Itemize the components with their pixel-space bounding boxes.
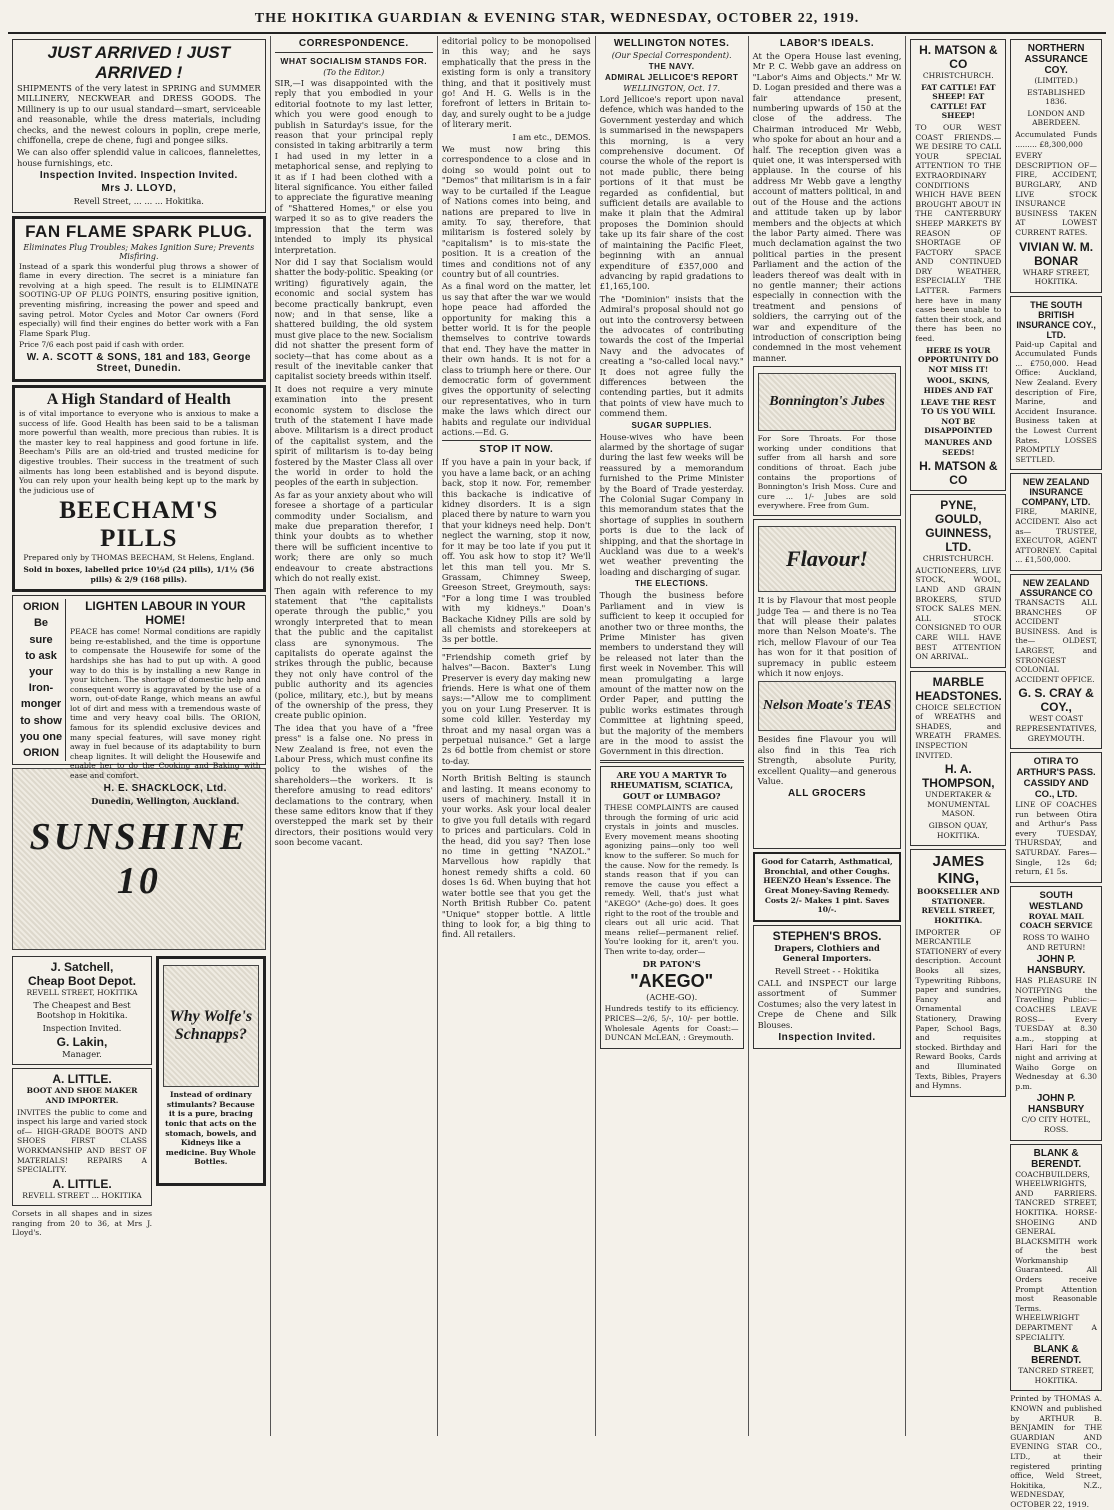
akego-brand: "AKEGO" <box>630 970 714 991</box>
matson-wool: WOOL, SKINS, HIDES AND FAT <box>923 376 993 395</box>
sw-title: SOUTH WESTLAND <box>1029 889 1084 912</box>
pyne-advert <box>910 494 1006 668</box>
hansbury-body: HAS PLEASURE IN NOTIFYING the Travelling Public:— COACHES LEAVE ROSS— Every TUESDAY at 8.30 a.m., stopping at Hari Hari for the night and arriving at Waiho Gorge on Wednesday at 6.30 p.m. <box>1015 976 1098 1091</box>
wellington-title: WELLINGTON NOTES. <box>613 38 730 49</box>
col6-left <box>910 36 1006 1436</box>
fan-firm: W. A. SCOTT & SONS, 181 and 183, George Street, Dunedin. <box>26 352 251 374</box>
nelson-moate-advert <box>753 519 902 849</box>
letter-para-0: SIR,—I was disappointed with the reply that you embodied in your editorial footnote to my last letter, which you were good enough to publish in Saturday's issue, for the reason that your principal reply consisted in taking arbitrarily a term I had used in my letter in a metaphorical sense, and replying to it as if I had been clothed with a literal significance. You either failed to appreciate the figurative meaning of "Shattered Homes," or else you warped it so as to give readers the impression that the term was intended to imply its physical interpretation. <box>274 78 433 255</box>
northern-city: LONDON AND ABERDEEN. <box>1027 108 1085 128</box>
beecham-body: is of vital importance to everyone who is anxious to make a success of life. Good Health has been said to be a talisman more powerful than wealth, more precious than rubies. It is the master key to real happiness and good fortune in life. Beecham's Pills are an old-tried and trusted medicine for digestive troubles. Their success in the treatment of such ailments has long been established and is beyond dispute. You can rely upon your health being kept up to the mark by the judicious use of <box>19 409 259 495</box>
orion-sidebar <box>17 599 66 761</box>
fan-title: FAN FLAME SPARK PLUG. <box>25 221 253 241</box>
beecham-sold: Sold in boxes, labelled price 10½d (24 pills), 1/1½ (56 pills) & 2/9 (168 pills). <box>23 564 255 584</box>
satchell-addr: REVELL STREET, HOKITIKA <box>26 988 138 998</box>
matson-sub: CHRISTCHURCH. <box>922 71 994 80</box>
elections-body: Though the business before Parliament and in view is sufficient to keep it occupied for another two or three months, the Prime Minister has given members to understand they will be released not later than the first week in November. This will mean promulgating a large amount of the matter now on the Order Paper, and putting the public works estimates through Committee at lightning speed, but the majority of the members are in the mood to assist the Government in this direction. <box>599 590 744 757</box>
orion-firm: H. E. SHACKLOCK, Ltd. <box>103 782 227 794</box>
flavour-illustration <box>758 526 897 592</box>
col1-bottom-left <box>12 953 152 1240</box>
northern-funds: Accumulated Funds ......... £8,300,000 <box>1015 129 1098 149</box>
navy-heading: THE NAVY. <box>648 62 695 71</box>
nz-insurance-advert <box>1010 473 1102 571</box>
stephens-inspect: Inspection Invited. <box>778 1032 876 1043</box>
otira-title: OTIRA TO ARTHUR'S PASS. <box>1016 756 1096 779</box>
col1-bottom-row <box>12 953 266 1240</box>
otira-sub: CASSIDY AND CO., LTD. <box>1023 778 1089 801</box>
matson-advert <box>910 39 1006 491</box>
sunshine-label: SUNSHINE 10 <box>29 816 248 903</box>
stephens-body: CALL and INSPECT our large assortment of Summer Costumes; also the very latest in Crepe de Chene and Silk Blouses. <box>757 977 897 1030</box>
column-3 <box>438 36 596 1436</box>
lloyd-body: SHIPMENTS of the very latest in SPRING and SUMMER MILLINERY, NECKWEAR and DRESS GOODS. The Millinery is up to our usual standard—smart, serviceable and reasonable, while the dress materials, including checks, and the newest colours in poplin, crepe merle, chiffonella, crepe de chene, fugi and pongee silks. <box>17 83 261 146</box>
letter-title: WHAT SOCIALISM STANDS FOR. <box>280 56 428 66</box>
column-6 <box>906 36 1106 1509</box>
thompson-addr: GIBSON QUAY, HOKITIKA. <box>928 821 988 840</box>
matson-cattle: FAT CATTLE! FAT SHEEP! FAT CATTLE! FAT SHEEP! <box>921 82 996 121</box>
fan-body: Instead of a spark this wonderful plug throws a shower of flame in every direction. The secret is a miniature fan revolving at a high speed. The result is to ELIMINATE SOOTING-UP OF PLUG POINTS, ensuring positive ignition, preventing misfiring, increasing the power and speed and saving petrol. Motor Cycles and Motor Car owners (Ford especially) will find their engines do better work with a Fan Flame Spark Plug. <box>19 261 259 338</box>
heenzo-body: Good for Catarrh, Asthmatical, Bronchial, and other Coughs. HEENZO Hean's Essence. The Great Money-Saving Remedy. Costs 2/- Makes 1 pint. Saves 10/-. <box>761 857 893 915</box>
akego-sub: (ACHE-GO). <box>646 991 698 1002</box>
jubes-illustration <box>758 373 897 431</box>
imprint: Printed by THOMAS A. KNOWN and published by ARTHUR B. BENJAMIN for THE GUARDIAN AND EVENING STAR CO., LTD., at their registered printing office, Weld Street, Hokitika, N.Z., WEDNESDAY, OCTOBER 22, 1919. <box>1010 1394 1103 1509</box>
orion-side-word-3: your <box>29 666 53 678</box>
jubes-title: Bonnington's Jubes <box>769 394 885 410</box>
lloyd-body2: We can also offer splendid value in calicoes, flannelettes, house furnishings, etc. <box>17 147 261 168</box>
navy-title: ADMIRAL JELLICOE'S REPORT <box>604 73 739 82</box>
satchell-body: The Cheapest and Best Bootshop in Hokitika. <box>33 999 131 1021</box>
rheum-title: ARE YOU A MARTYR To RHEUMATISM, SCIATICA, GOUT or LUMBAGO? <box>610 769 734 801</box>
blank-title: BLANK & BERENDT. <box>1031 1147 1082 1170</box>
south-westland-advert <box>1010 886 1102 1141</box>
column-2 <box>271 36 438 1436</box>
beecham-prepared: Prepared only by THOMAS BEECHAM, St Helens, England. <box>23 553 255 563</box>
cook-body: "Friendship cometh grief by halves"—Bacon. Baxter's Lung Preserver is every day making new friends. Here is what one of them says:—"Allow me to compliment you on your Lung Preserver. It is some cold killer. Yesterday my throat and my nasal organ was a perpetual nuisance." Get a large 2s 6d bottle from chemist or store to-day. <box>441 651 591 766</box>
fan-flame-advert <box>12 216 266 382</box>
orion-side-bottom: ORION <box>22 747 60 760</box>
sw-sub: ROYAL MAIL COACH SERVICE <box>1019 911 1093 931</box>
lloyd-advert <box>12 39 266 213</box>
columns <box>8 36 1106 1509</box>
stephens-sub: Drapers, Clothiers and General Importers. <box>774 942 880 964</box>
orion-side-word-5: monger <box>20 698 62 711</box>
marble-body: CHOICE SELECTION of WREATHS and SHADES, and WREATH FRAMES. INSPECTION INVITED. <box>915 702 1002 760</box>
fan-price: Price 7/6 each post paid if cash with order. <box>19 340 185 350</box>
nelson-grocers: ALL GROCERS <box>787 788 867 800</box>
northern-title: NORTHERN ASSURANCE COY. <box>1024 43 1088 76</box>
corsets-notice: Corsets in all shapes and in sizes ranging from 20 to 36, at Mrs J. Lloyd's. <box>12 1209 152 1238</box>
marble-title: MARBLE HEADSTONES. <box>915 674 1002 703</box>
col6-split <box>910 36 1103 1509</box>
beecham-brand: BEECHAM'S PILLS <box>59 497 219 553</box>
king-title: JAMES KING, <box>932 853 985 888</box>
letter-continued: editorial policy to be monopolised in this way; and he says emphatically that the press in the existing form is only a transitory thing, and that it positively must go! And H. G. Wells is in the forefront of letters in Britain to-day, and surely ought to be a judge of literary merit. <box>441 36 591 130</box>
akego-by: DR PATON'S <box>642 958 701 969</box>
little-name: A. LITTLE. <box>52 1072 112 1087</box>
stop-body: If you have a pain in your back, if you have a lame back, or an aching back, stop it now. For, remember this backache is indicative of kidney disorders. It is a sign placed there by nature to warn you that your kidneys need help. Don't neglect the warning, stop it now, for it may be too late if you put it off. You ask how to stop it? We'll let this man tell you. Mr S. Grassam, Chimney Sweep, Greeson Street, Greymouth, says: "For a long time I was troubled with my kidneys." Doan's Backache Kidney Pills are sold by all chemists and storekeepers at 3s per bottle. <box>441 457 591 645</box>
matson-title-2: H. MATSON & CO <box>919 459 998 488</box>
flavour-title: Flavour! <box>786 546 868 572</box>
nelson-brand: Nelson Moate's TEAS <box>762 698 892 714</box>
pyne-body: AUCTIONEERS, LIVE STOCK, WOOL, LAND AND GRAIN BROKERS, STUD STOCK SALES MEN. ALL STOCK CONSIGNED TO OUR CARE WILL HAVE BEST ATTENTION ON ARRIVAL. <box>915 565 1002 662</box>
nz-title: NEW ZEALAND INSURANCE COMPANY, LTD. <box>1021 477 1091 508</box>
cray-name: G. S. CRAY & COY., <box>1018 686 1094 715</box>
blank-title-2: BLANK & BERENDT. <box>1031 1344 1082 1367</box>
pyne-title: PYNE, GOULD, GUINNESS, LTD. <box>925 498 992 555</box>
blank-berendt-advert <box>1010 1144 1102 1392</box>
sb-title: THE SOUTH BRITISH INSURANCE COY., LTD. <box>1016 299 1096 340</box>
matson-body: TO OUR WEST COAST FRIENDS.— WE DESIRE TO CALL YOUR SPECIAL ATTENTION TO THE EXTRAORDINARY CONDITIONS WHICH HAVE BEEN BROUGHT ABOUT IN THE CANTERBURY SHEEP MARKETS BY REASON OF SHORTAGE OF FACTORY SPACE AND CONTINUED DRY WEATHER, ESPECIALLY THE LATTER. Farmers here have in many cases been unable to fatten their stock, and there has been no feed. <box>915 122 1002 344</box>
orion-side-word-2: to ask <box>25 649 57 662</box>
hansbury-name-2: JOHN P. HANSBURY <box>1027 1093 1085 1116</box>
nelson-sub: Besides fine Flavour you will also find in this Tea rich Strength, absolute Purity, excellent Quality—and generous Value. <box>757 734 897 787</box>
blank-body: COACHBUILDERS, WHEELWRIGHTS, AND FARRIERS. TANCRED STREET, HOKITIKA. HORSE-SHOEING AND GENERAL BLACKSMITH work of the best Workmanship Guaranteed. All Orders receive Prompt Attention most Reasonable Terms. WHEELWRIGHT DEPARTMENT A SPECIALITY. <box>1015 1169 1098 1342</box>
little-title: BOOT AND SHOE MAKER AND IMPORTER. <box>26 1086 138 1105</box>
blank-sub-2: TANCRED STREET, HOKITIKA. <box>1018 1366 1094 1385</box>
orion-side-word-6: to show <box>20 714 62 727</box>
sugar-body: House-wives who have been alarmed by the shortage of sugar during the last few weeks will be reassured by a memorandum furnished to the Prime Minister by the Board of Trade yesterday. The Colonial Sugar Company in this memorandum states that the shortage of supplies in southern ports is due to the lack of shipping, and that the shortage in Auckland was due to a week's wet weather preventing the loading and discharging of sugar. <box>599 431 744 577</box>
jubes-body: For Sore Throats. For those working under conditions that suffer from all harsh and sore conditions of throat. Each jube contains the proportions of Bonnington's Irish Moss. Cure and cure ... 1/- Jubes are sold everywhere. Free from Gum. <box>757 434 897 511</box>
letter-para-3: As far as your anxiety about who will foresee a shortage of a particular commodity under Socialism, and make due preparation therefor, I think your doubts as to whether there will be sufficient incentive to work; there are only so much endeavour to create abstractions which do not really exist. <box>274 489 433 584</box>
navy-para-1: The "Dominion" insists that the Admiral's proposal should not go out into the controversy between the advocates of contributing towards the cost of the Imperial Navy and the advocates of creating a "so-called local navy." It does not agree fully the differences between the contending parties, but it admits that points of view have much to commend them. <box>599 293 744 419</box>
letter-para-2: It does not require a very minute examination into the present economic system to disclose the truth of the statement I have made above. Militarism is a direct product of the capitalist system, and the spirit of militarism is to-day being fostered by the Master Class all over the world in order to hold the peoples of the earth in subjection. <box>274 383 433 488</box>
lloyd-address: Revell Street, ... ... ... Hokitika. <box>73 196 204 207</box>
column-5 <box>749 36 907 1436</box>
northern-advert <box>1010 39 1102 293</box>
beecham-title: A High Standard of Health <box>46 391 231 408</box>
king-advert <box>910 849 1006 1096</box>
editor-para-0: We must now bring this correspondence to a close and in doing so would point out to "Demos" that militarism is in a fair way to be curtailed if the League of Nations comes into being, and nations are prepared to live in amity. To say, therefore, that militarism is fostered solely by "capitalism" is to mis-state the position. It is a creation of the times and conditions not of any country but of all countries. <box>441 144 591 279</box>
orion-body: PEACE has come! Normal conditions are rapidly being re-established, and the time is opportune to compensate the Housewife for some of the hardships she has had to put up with. A good way to do this is by installing a new Range in your kitchen. The shortage of domestic help and consequent worry is aggravated by the use of a worn, out-of-date Range, which means an awful lot of dirt and mess with a tremendous waste of time and very heavy coal bills. The ORION, famous for its splendid exclusive devices and many special features, will save money right away in fuel because of its adaptability to burn cheap lignites. It will delight the Housewife and enable her to do the Cooking and Baking with ease and comfort. <box>70 627 261 781</box>
pyne-sub: CHRISTCHURCH. <box>922 554 994 564</box>
letter-signature: I am etc., DEMOS. <box>512 131 591 142</box>
akego-tail: Hundreds testify to its efficiency. PRICES—2/6, 5/-, 10/- per bottle. Wholesale Agents for Coast:— DUNCAN McLEAN, : Greymouth. <box>604 1004 739 1043</box>
orion-title: LIGHTEN LABOUR IN YOUR HOME! <box>85 599 246 628</box>
stephens-title: STEPHEN'S BROS. <box>772 928 882 943</box>
nz-body: FIRE, MARINE, ACCIDENT. Also act as— TRUSTEE, EXECUTOR, AGENT ATTORNEY. Capital ... £1,500,000. <box>1015 507 1098 565</box>
jubes-advert <box>753 366 902 516</box>
little-body: INVITES the public to come and inspect his large and varied stock of— HIGH-GRADE BOOTS AND SHOES FIRST CLASS WORKMANSHIP AND BEST OF MATERIALS! REPAIRS A SPECIALITY. <box>17 1107 147 1175</box>
letter-para-1: Nor did I say that Socialism would shatter the body-politic. Speaking (or writing) figuratively again, the economic and social system has become practically bankrupt, even now; and in that sense, like a shattered building, the old system must give place to the new. Socialism did not shatter the present form of society—that has come about as a result of the inevitable canker that capitalist society breeds within itself. <box>274 256 433 382</box>
masthead: THE HOKITIKA GUARDIAN & EVENING STAR, WEDNESDAY, OCTOBER 22, 1919. <box>8 6 1106 34</box>
little-name2: A. LITTLE. <box>52 1176 112 1191</box>
navy-para-0: Lord Jellicoe's report upon naval defence, which was handed to the Government yesterday and which is summarised in the newspapers this morning, is a very comprehensive document. Of course the whole of the report is not made public, there being portions of it that must be regarded as confidential, but sufficient details are available to make it plain that the Admiral proposes the Dominion should take up its fair share of the cost of maintaining the Pacific Fleet, beginning with an annual expenditure of £357,000 and advancing by rapid gradations to £1,165,100. <box>599 94 744 292</box>
matson-manures: MANURES AND SEEDS! <box>924 437 993 457</box>
satchell-mgr: Manager. <box>62 1048 102 1059</box>
south-british-advert <box>1010 296 1102 471</box>
cray-sub: WEST COAST REPRESENTATIVES, GREYMOUTH. <box>1015 714 1097 743</box>
wolfe-body: Instead of ordinary stimulants? Because it is a pure, bracing tonic that acts on the stomach, bowels, and Kidneys like a medicine. Buy Whole Bottles. <box>165 1090 257 1167</box>
matson-opportunity: HERE IS YOUR OPPORTUNITY DO NOT MISS IT! <box>918 345 999 374</box>
king-body: IMPORTER OF MERCANTILE STATIONERY of every description. Account Books all sizes, Typewriting Ribbons, paper and sundries, Fancy and Ornamental Stationery, Drawing Paper, School Bags, and requisites stocked. Birthday and Reward Books, Cards and Illuminated Texts, Bibles, Prayers and Hymns. <box>915 927 1002 1091</box>
sw-route: ROSS TO WAIHO AND RETURN! <box>1022 933 1090 952</box>
letter-para-4: Then again with reference to my statement that "the capitalists operate through the public," you wrongly interpreted that to mean that the public and the capitalist class are synonymous. The capitalists do operate against the strikes through the public, because they not only have control of the public authority and its agencies (police, military, etc.), but by means of the ownership of the press, they create public opinion. <box>274 585 433 721</box>
wolfe-advert <box>156 956 266 1186</box>
correspondence-title: CORRESPONDENCE. <box>298 38 409 49</box>
satchell-title: Cheap Boot Depot. <box>28 974 136 989</box>
little-advert <box>12 1068 152 1206</box>
fan-sub: Eliminates Plug Troubles; Makes Ignition Sure; Prevents Misfiring. <box>23 242 255 261</box>
matson-title: H. MATSON & CO <box>919 43 998 71</box>
satchell-inspect: Inspection Invited. <box>42 1022 122 1033</box>
bonar-name: VIVIAN W. M. BONAR <box>1019 239 1094 268</box>
nz-assurance-advert <box>1010 574 1102 749</box>
matson-leave: LEAVE THE REST TO US YOU WILL NOT BE DISAPPOINTED <box>920 397 996 436</box>
orion-firm-addr: Dunedin, Wellington, Auckland. <box>91 795 240 806</box>
stop-title: STOP IT NOW. <box>479 444 554 456</box>
satchell-mgr-name: G. Lakin, <box>56 1034 108 1049</box>
otira-body: LINE OF COACHES run between Otira and Arthur's Pass every TUESDAY, THURSDAY, and SATURDAY. Fares—Single, 12s 6d; return, £1 5s. <box>1015 800 1098 877</box>
orion-side-top: ORION <box>22 601 60 614</box>
marble-advert <box>910 671 1006 847</box>
satchell-advert <box>12 956 152 1065</box>
bonar-sub: WHARF STREET, HOKITIKA. <box>1022 267 1090 287</box>
northern-sub: (LIMITED.) <box>1034 76 1078 85</box>
col1-bottom-right <box>156 953 266 1240</box>
beecham-advert <box>12 385 266 592</box>
orion-side-word-1: sure <box>29 633 53 646</box>
british-body: North British Belting is staunch and lasting. It means economy to users of machinery. Install it in your works. Ask your local dealer to give you full details with regard to prices and particulars. Cold in the head, did you say? Then lose no time in getting "NAZOL." Marvellous how rapidly that honest remedy shifts a cold. 60 doses 1s 6d. When buying that hot water bottle see that you get the North British Rubber Co. patent "Unique" stopper bottle. A little thing to look for, a big thing to find. All retailers. <box>441 773 591 940</box>
orion-side-word-4: Iron- <box>28 682 54 695</box>
column-4 <box>596 36 749 1436</box>
labor-body: At the Opera House last evening, Mr P. C. Webb gave an address on "Labor's Aims and Objects." Mr W. D. Logan presided and there was a fair attendance present, numbering upwards of 150 at the close of the address. The Chairman introduced Mr Webb, who spoke for about an hour and a half. The reception given was a quiet one, it was interspersed with applause. In the course of his address Mr Webb gave a lengthy account of matters political, in and out of the House and the actions and attitude taken up by labor members and the objects at which the labor Party aimed. There was much declamation against the two political parties in the present Parliament and the action of the leaders thereof was dealt with in no gentle manner; their actions especially in connection with the treatment and pensions of soldiers, the carrying out of the war and expenditure of the introduction of conscription being condemned in the most vehement manner. <box>752 51 902 363</box>
satchell-name: J. Satchell, <box>50 960 114 975</box>
little-addr: REVELL STREET ... HOKITIKA <box>22 1190 142 1200</box>
sb-body: Paid-up Capital and Accumulated Funds ... £750,000. Head Office: Auckland, New Zealand. Every description of Fire, Marine, and Accident Insurance. Business taken at the Lowest Current Rates. LOSSES PROMPTLY SETTLED. <box>1015 339 1098 464</box>
nza-body: TRANSACTS ALL BRANCHES OF ACCIDENT BUSINESS. And is the— OLDEST, LARGEST, and STRONGEST COLONIAL ACCIDENT OFFICE. <box>1015 597 1098 684</box>
wolfe-bottle-illustration <box>163 965 259 1087</box>
sugar-title: SUGAR SUPPLIES. <box>631 420 712 430</box>
elections-title: THE ELECTIONS. <box>635 579 709 589</box>
labor-title: LABOR'S IDEALS. <box>779 38 875 49</box>
stephens-addr: Revell Street - - Hokitika <box>774 965 880 976</box>
rheum-body: THESE COMPLAINTS are caused through the forming of uric acid crystals in joints and muscles. Every movement means shooting agonizing pains—only too well know to the sufferer. So much for the cause. Now for the remedy. Is stands reason that if you can remove the cause you effect a remedy. Well, that's just what "AKEGO" (Ache-go) does. It goes right to the root of the trouble and clears out all uric acid. That means relief—permanent relief. You're looking for it, aren't you. Then write to-day, order— <box>604 803 739 956</box>
wellington-sub: (Our Special Correspondent). <box>611 51 732 60</box>
lloyd-title: JUST ARRIVED ! JUST ARRIVED ! <box>47 43 231 82</box>
orion-side-word-7: you one <box>19 730 63 743</box>
letter-para-5: The idea that you have of a "free press" is a false one. No press in New Zealand is free, not even the Labour Press, which must confine its policy to the wishes of the shareholders—the workers. It is therefore amusing to read editors' declamations to the contrary, when these same editors know that if they overstepped the mark set by their directors, their positions would very soon become vacant. <box>274 722 433 848</box>
column-1 <box>8 36 271 1436</box>
nza-title: NEW ZEALAND ASSURANCE CO <box>1019 577 1093 598</box>
hansbury-name: JOHN P. HANSBURY. <box>1027 954 1086 977</box>
king-sub: BOOKSELLER AND STATIONER. REVELL STREET, HOKITIKA. <box>917 887 1000 925</box>
flavour-body: It is by Flavour that most people judge Tea — and there is no Tea that will please their palates more than Nelson Moate's. The rich, mellow Flavour of our Tea has won for it that position of supremacy in public esteem which it now enjoys. <box>757 595 897 679</box>
stephens-advert <box>753 925 902 1049</box>
navy-dateline: WELLINGTON, Oct. 17. <box>623 84 721 93</box>
wolfe-title: Why Wolfe's Schnapps? <box>169 1008 253 1044</box>
northern-body: EVERY DESCRIPTION OF— FIRE, ACCIDENT, BURGLARY, AND LIVE STOCK INSURANCE BUSINESS TAKEN AT LOWEST CURRENT RATES. <box>1015 151 1098 237</box>
hansbury-sub-2: C/O CITY HOTEL, ROSS. <box>1021 1115 1091 1134</box>
letter-to: (To the Editor.) <box>323 68 385 77</box>
thompson-sub: UNDERTAKER & MONUMENTAL MASON. <box>925 790 992 819</box>
col6-right <box>1010 36 1103 1509</box>
northern-est: ESTABLISHED 1836. <box>1027 87 1086 107</box>
orion-side-word-0: Be <box>33 617 49 630</box>
nelson-logo <box>758 681 897 731</box>
editor-para-1: As a final word on the matter, let us say that after the war we would hope peace had afforded the opportunity for making this a better world. It is for the people themselves to contrive towards that end. They have the matter in their own hands. It is not for a class to triumph here or there. Our democratic form of government gives the opportunity of selecting our representatives, who in turn make the laws which direct our habits and regulate our individual actions.—Ed. G. <box>441 281 591 438</box>
lloyd-inspect: Inspection Invited. Inspection Invited. <box>39 170 238 182</box>
orion-main <box>66 599 261 806</box>
orion-advert <box>12 595 266 806</box>
akego-advert <box>600 766 744 1049</box>
thompson-name: H. A. THOMPSON, <box>921 762 995 791</box>
lloyd-name: Mrs J. LLOYD, <box>101 183 177 195</box>
otira-advert <box>1010 752 1102 883</box>
heenzo-advert <box>753 852 902 922</box>
